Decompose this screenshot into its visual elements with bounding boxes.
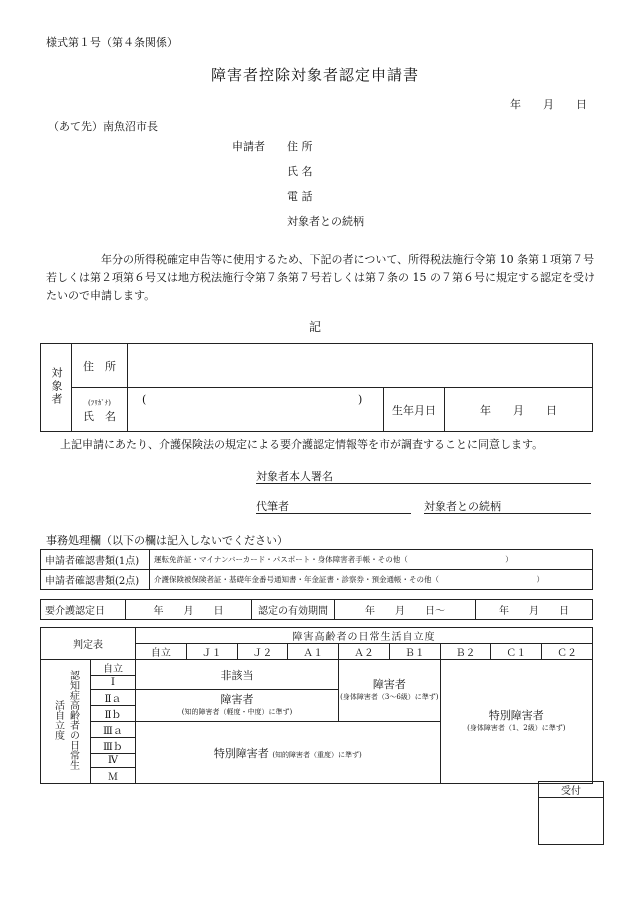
paren-close: ) [358, 392, 363, 406]
col-4: Ａ２ [339, 644, 390, 660]
form-number: 様式第１号（第４条関係） [46, 36, 178, 49]
col-1: Ｊ１ [186, 644, 237, 660]
confirm-table [40, 549, 593, 590]
receipt-label: 受付 [539, 782, 604, 798]
subject-name-input[interactable] [128, 388, 384, 432]
row-1: Ⅰ [91, 676, 136, 690]
confirm-text-2: 介護保険被保険者証・基礎年金番号通知書・年金証書・診察券・預金通帳・その他（ ） [150, 570, 593, 590]
judgment-corner: 判定表 [41, 628, 136, 660]
col-2: Ｊ２ [237, 644, 288, 660]
furigana-label: (ﾌﾘｶﾞﾅ) [88, 398, 111, 407]
col-8: Ｃ２ [542, 644, 593, 660]
agent-label: 代筆者 [256, 500, 289, 513]
self-signature-line[interactable] [256, 483, 591, 484]
row-2: Ⅱａ [91, 690, 136, 706]
disabled-physical-note: (身体障害者（3〜6級）に準ず) [340, 692, 439, 701]
confirm-text-1: 運転免許証・マイナンバーカード・パスポート・身体障害者手帳・その他（ ） [150, 550, 593, 570]
name-cell [72, 388, 128, 432]
subject-table [40, 343, 593, 432]
period-start[interactable]: 年 月 日〜 [335, 600, 476, 620]
receipt-box [538, 781, 604, 845]
receipt-stamp-area[interactable] [539, 798, 604, 845]
consent-text: 上記申請にあたり、介護保険法の規定による要介護認定情報等を市が調査することに同意します。 [60, 438, 544, 451]
mobility-header: 障害高齢者の日常生活自立度 [136, 628, 593, 644]
col-5: Ｂ１ [389, 644, 440, 660]
ki-label: 記 [308, 320, 321, 334]
agent-relation-label: 対象者との続柄 [424, 500, 501, 513]
agent-line[interactable] [256, 513, 411, 514]
applicant-label: 申請者 [232, 140, 265, 153]
disabled-physical-cell [339, 660, 441, 722]
period-label: 認定の有効期間 [252, 600, 335, 620]
subject-header: 対象者 [41, 344, 72, 432]
judgment-table [40, 627, 593, 784]
special-label: 特別障害者 [213, 746, 269, 760]
row-5: Ⅲｂ [91, 738, 136, 754]
page-title: 障害者控除対象者認定申請書 [210, 66, 419, 84]
birth-label: 生年月日 [384, 388, 445, 432]
birth-date-input[interactable]: 年 月 日 [445, 388, 593, 432]
not-applicable: 非該当 [136, 660, 339, 690]
disabled-label: 障害者 [220, 692, 254, 706]
col-7: Ｃ１ [491, 644, 542, 660]
disabled-note: (知的障害者（軽度・中度）に準ず) [181, 707, 293, 716]
row-4: Ⅲａ [91, 722, 136, 738]
address-label: 住 所 [72, 344, 128, 388]
col-3: Ａ１ [288, 644, 339, 660]
agent-relation-line[interactable] [424, 513, 591, 514]
period-end[interactable]: 年 月 日 [476, 600, 593, 620]
disabled-physical-label: 障害者 [372, 677, 406, 691]
special-cell [136, 722, 441, 784]
applicant-name-label: 氏 名 [287, 165, 313, 178]
confirm-label-1: 申請者確認書類(1点) [41, 550, 150, 570]
disabled-cell [136, 690, 339, 722]
paren-open: ( [142, 392, 147, 406]
col-0: 自立 [136, 644, 187, 660]
applicant-phone-label: 電 話 [287, 190, 313, 203]
name-label: 氏 名 [83, 409, 116, 423]
dementia-side-label: 認知症高齢者の日常生活自立度 [41, 660, 91, 784]
special-note: (知的障害者（重度）に準ず) [272, 750, 362, 759]
special-physical-cell [440, 660, 592, 784]
row-7: Ｍ [91, 768, 136, 784]
row-6: Ⅳ [91, 754, 136, 768]
row-0: 自立 [91, 660, 136, 676]
date-field[interactable]: 年 月 日 [510, 98, 587, 111]
applicant-address-label: 住 所 [287, 140, 313, 153]
care-label: 要介護認定日 [41, 600, 126, 620]
col-6: Ｂ２ [440, 644, 491, 660]
row-3: Ⅱｂ [91, 706, 136, 722]
care-date[interactable]: 年 月 日 [126, 600, 252, 620]
care-table [40, 599, 593, 620]
special-physical-note: (身体障害者（1、2級）に準ず) [467, 723, 566, 732]
confirm-label-2: 申請者確認書類(2点) [41, 570, 150, 590]
special-physical-label: 特別障害者 [488, 708, 544, 722]
addressee: （あて先）南魚沼市長 [48, 120, 158, 133]
self-signature-label: 対象者本人署名 [256, 470, 333, 483]
office-heading: 事務処理欄（以下の欄は記入しないでください） [46, 534, 288, 547]
applicant-relation-label: 対象者との続柄 [287, 215, 364, 228]
application-statement: 年分の所得税確定申告等に使用するため、下記の者について、所得税法施行令第 10 条第１項第７号若しくは第２項第６号又は地方税法施行令第７条第７号若しくは第７条の 15 の７第６号に規定する認定を受けたいので申請します。 [46, 253, 595, 302]
subject-address-input[interactable] [128, 344, 593, 388]
